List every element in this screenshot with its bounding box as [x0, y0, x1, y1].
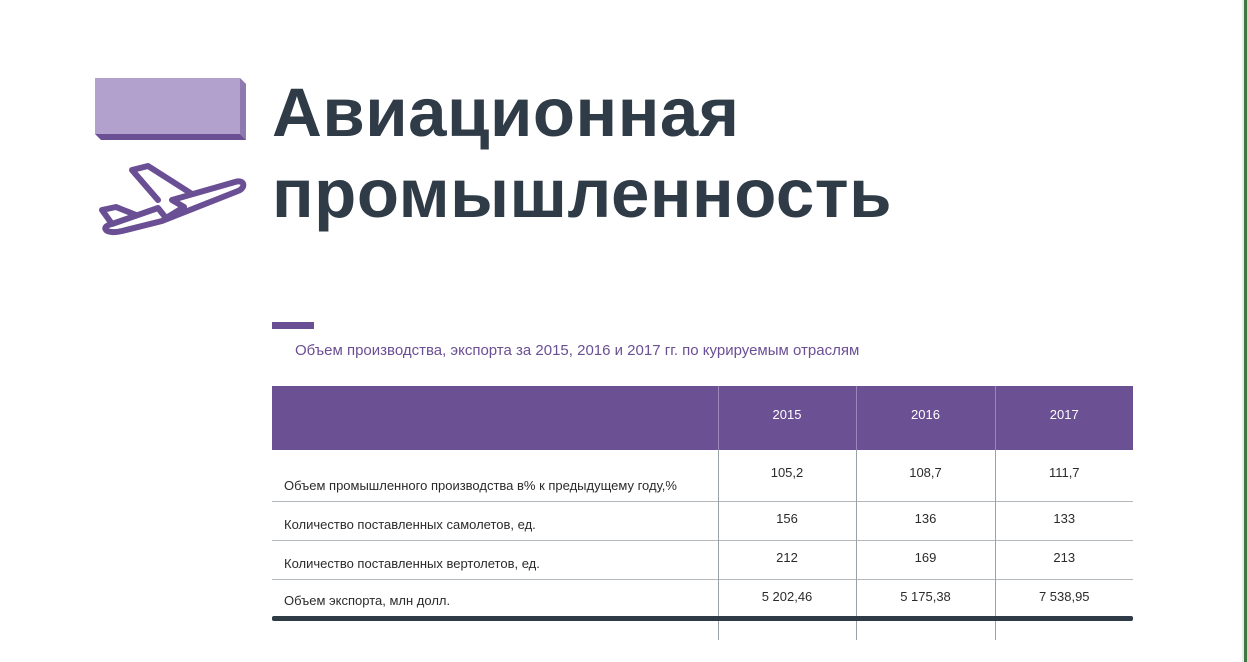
- table-cell: 7 538,95: [995, 580, 1133, 641]
- table-row: [272, 502, 1133, 541]
- table-header-row: [272, 386, 1133, 450]
- table-cell: 105,2: [718, 450, 856, 502]
- table-row: [272, 580, 1133, 641]
- page-title: [272, 72, 892, 234]
- table-header-cell: 2017: [995, 386, 1133, 450]
- table-cell: 5 175,38: [856, 580, 995, 641]
- data-table: [272, 386, 1133, 640]
- table-bottom-rule: [272, 616, 1133, 621]
- page-title-line-1: Авиационная: [272, 74, 740, 151]
- table-header-cell: [272, 386, 718, 450]
- table-cell: 212: [718, 541, 856, 580]
- table-cell: 156: [718, 502, 856, 541]
- table-row: [272, 541, 1133, 580]
- airplane-icon: [94, 158, 250, 238]
- table-cell: 111,7: [995, 450, 1133, 502]
- table-header-cell: 2016: [856, 386, 995, 450]
- table-cell: 133: [995, 502, 1133, 541]
- table-cell: 169: [856, 541, 995, 580]
- table-cell: 5 202,46: [718, 580, 856, 641]
- table-caption: Объем производства, экспорта за 2015, 2016 и 2017 гг. по курируемым отраслям: [295, 342, 860, 359]
- table-cell: 108,7: [856, 450, 995, 502]
- purple-box-icon: [94, 76, 250, 146]
- table-header-cell: 2015: [718, 386, 856, 450]
- row-label: Объем экспорта, млн долл.: [284, 593, 451, 608]
- page-title-line-2: промышленность: [272, 155, 893, 232]
- row-label: Количество поставленных самолетов, ед.: [284, 517, 536, 532]
- table-row: [272, 450, 1133, 502]
- table-cell: 136: [856, 502, 995, 541]
- table-cell: 213: [995, 541, 1133, 580]
- row-label: Количество поставленных вертолетов, ед.: [284, 556, 540, 571]
- section-accent-bar: [272, 322, 314, 329]
- row-label: Объем промышленного производства в% к предыдущему году,%: [284, 478, 677, 493]
